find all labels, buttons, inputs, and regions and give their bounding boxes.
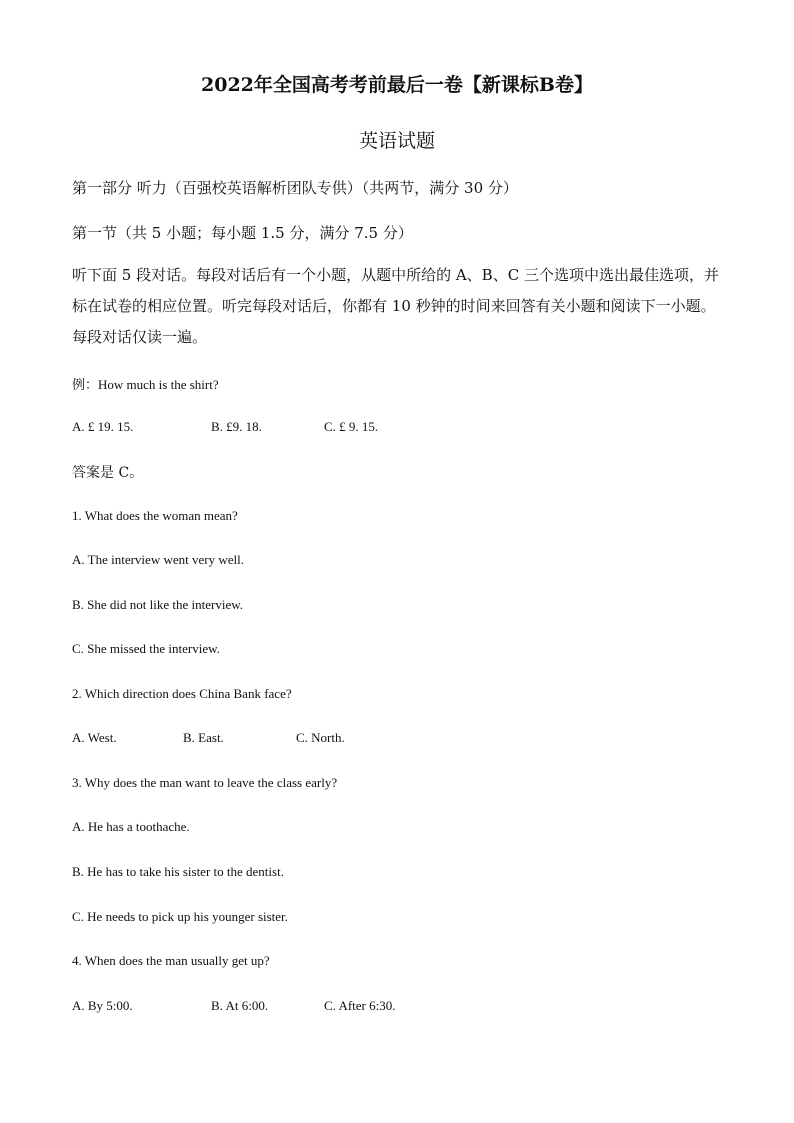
part1-heading: 第一部分 听力（百强校英语解析团队专供）（共两节，满分 30 分） [72, 179, 518, 197]
question-1-stem: 1. What does the woman mean? [72, 508, 238, 523]
question-2-stem: 2. Which direction does China Bank face? [72, 686, 292, 701]
question-4-option-a: A. By 5:00. [72, 998, 133, 1013]
question-4-stem: 4. When does the man usually get up? [72, 953, 270, 968]
exam-subtitle: 英语试题 [358, 130, 435, 152]
example-option-b: B. £9. 18. [211, 419, 262, 434]
question-3-option-c: C. He needs to pick up his younger sister. [72, 909, 288, 924]
question-4-option-c: C. After 6:30. [324, 998, 396, 1013]
question-1-option-a: A. The interview went very well. [72, 552, 244, 567]
question-2-option-c: C. North. [296, 730, 345, 745]
question-2-option-b: B. East. [183, 730, 224, 745]
question-1-option-b: B. She did not like the interview. [72, 597, 244, 612]
example-option-a: A. £ 19. 15. [72, 419, 134, 434]
example-option-c: C. £ 9. 15. [324, 419, 379, 434]
question-4-option-b: B. At 6:00. [211, 998, 269, 1013]
exam-title: 2022年全国高考考前最后一卷【新课标B卷】 [201, 74, 593, 96]
example-answer: 答案是 C。 [72, 465, 144, 481]
question-3-option-b: B. He has to take his sister to the dentist. [72, 864, 284, 879]
listening-instructions: 听下面 5 段对话。每段对话后有一个小题，从题中所给的 A、B、C 三个选项中选出最佳选项，并标在试卷的相应位置。听完每段对话后，你都有 10 秒钟的时间来回答有关小题和阅读下一小题。每段对话仅读一遍。 [72, 266, 719, 346]
question-3-option-a: A. He has a toothache. [72, 819, 190, 834]
section1-heading: 第一节（共 5 小题；每小题 1.5 分，满分 7.5 分） [72, 224, 413, 242]
question-2-option-a: A. West. [72, 730, 117, 745]
question-3-stem: 3. Why does the man want to leave the class early? [72, 775, 338, 790]
question-1-option-c: C. She missed the interview. [72, 641, 220, 656]
example-question: 例：How much is the shirt? [72, 377, 219, 392]
